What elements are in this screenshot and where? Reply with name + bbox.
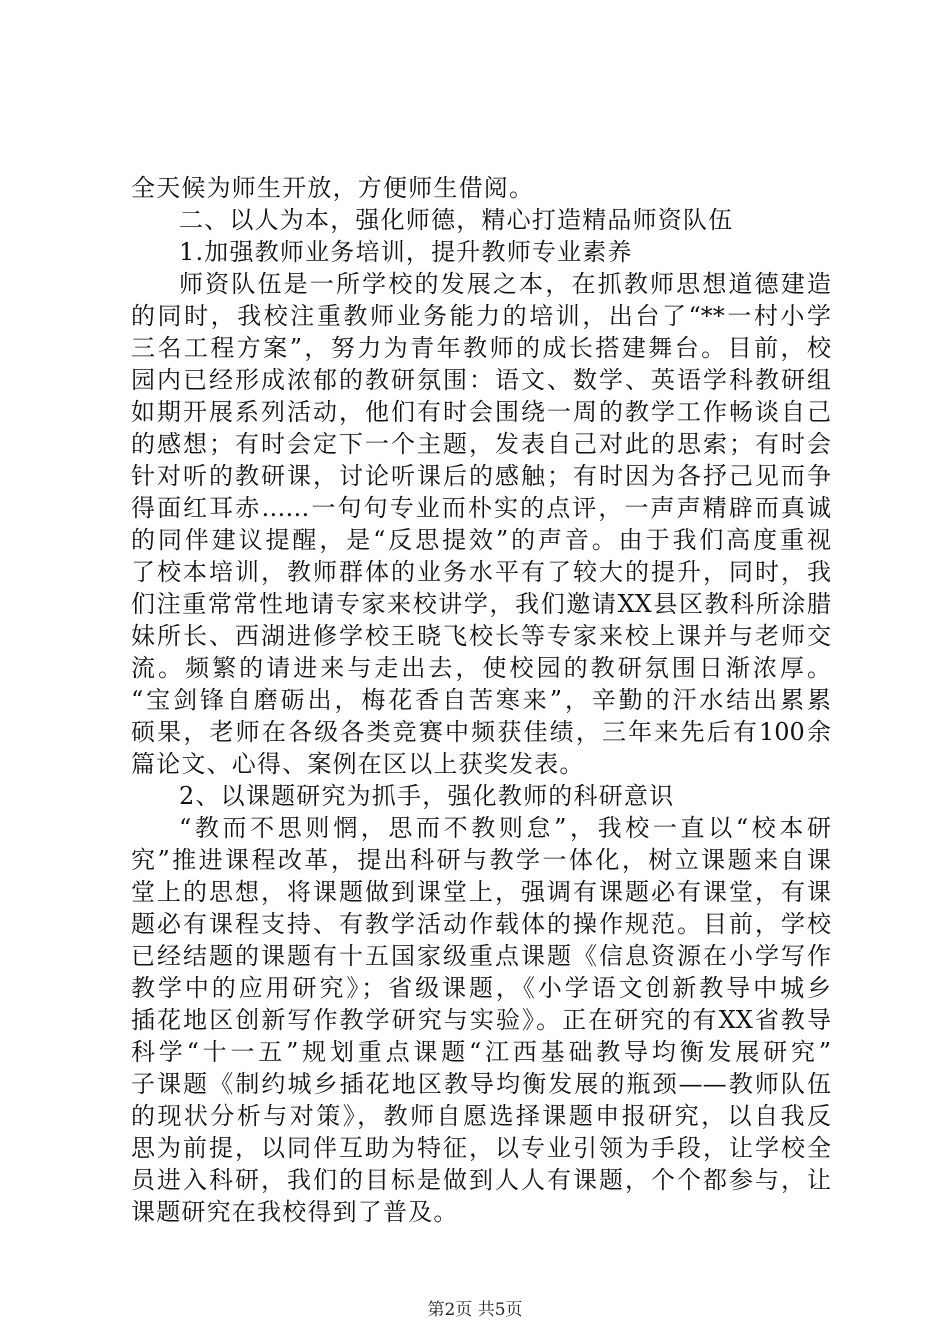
paragraph-line: 得面红耳赤……一句句专业而朴实的点评，一声声精辟而真诚: [131, 494, 831, 522]
paragraph-line: 子课题《制约城乡插花地区教导均衡发展的瓶颈——教师队伍: [131, 1070, 831, 1098]
page-number-footer: 第2页 共5页: [427, 1300, 523, 1320]
paragraph-line: 流。频繁的请进来与走出去，使校园的教研氛围日渐浓厚。: [131, 654, 831, 682]
paragraph-line: 科学“十一五”规划重点课题“江西基础教导均衡发展研究”: [131, 1038, 831, 1066]
paragraph-line: 的感想；有时会定下一个主题，发表自己对此的思索；有时会: [131, 430, 831, 458]
paragraph-line: 了校本培训，教师群体的业务水平有了较大的提升，同时，我: [131, 558, 831, 586]
paragraph-line: 园内已经形成浓郁的教研氛围：语文、数学、英语学科教研组: [131, 366, 831, 394]
paragraph-line: 硕果，老师在各级各类竞赛中频获佳绩，三年来先后有100余: [131, 718, 831, 746]
subsection-heading: 1.加强教师业务培训，提升教师专业素养: [179, 238, 633, 266]
paragraph-line: 员进入科研，我们的目标是做到人人有课题，个个都参与，让: [131, 1166, 831, 1194]
paragraph-line: 堂上的思想，将课题做到课堂上，强调有课题必有课堂，有课: [131, 878, 831, 906]
paragraph-line: 的现状分析与对策》，教师自愿选择课题申报研究，以自我反: [131, 1102, 831, 1130]
paragraph-line: 师资队伍是一所学校的发展之本，在抓教师思想道德建造: [179, 270, 831, 298]
paragraph-line: 如期开展系列活动，他们有时会围绕一周的教学工作畅谈自己: [131, 398, 831, 426]
paragraph-line: 题必有课程支持、有教学活动作载体的操作规范。目前，学校: [131, 910, 831, 938]
document-body: [131, 172, 831, 1228]
paragraph-line: “宝剑锋自磨砺出，梅花香自苦寒来”，辛勤的汗水结出累累: [131, 686, 831, 714]
paragraph-line: 的同时，我校注重教师业务能力的培训，出台了“**一村小学: [131, 302, 831, 330]
paragraph-line: “教而不思则惘，思而不教则怠”，我校一直以“校本研: [179, 814, 831, 842]
paragraph-line: 妹所长、西湖进修学校王晓飞校长等专家来校上课并与老师交: [131, 622, 831, 650]
paragraph-line: 已经结题的课题有十五国家级重点课题《信息资源在小学写作: [131, 942, 831, 970]
section-heading: 二、以人为本，强化师德，精心打造精品师资队伍: [179, 206, 734, 234]
paragraph-line: 思为前提，以同伴互助为特征，以专业引领为手段，让学校全: [131, 1134, 831, 1162]
paragraph-line: 全天候为师生开放，方便师生借阅。: [131, 174, 535, 202]
paragraph-line: 们注重常常性地请专家来校讲学，我们邀请XX县区教科所涂腊: [131, 590, 831, 618]
paragraph-line: 针对听的教研课，讨论听课后的感触；有时因为各抒己见而争: [131, 462, 831, 490]
paragraph-line: 究”推进课程改革，提出科研与教学一体化，树立课题来自课: [131, 846, 831, 874]
paragraph-line: 课题研究在我校得到了普及。: [131, 1198, 459, 1226]
paragraph-line: 篇论文、心得、案例在区以上获奖发表。: [131, 750, 585, 778]
subsection-heading: 2、以课题研究为抓手，强化教师的科研意识: [179, 782, 675, 810]
paragraph-line: 插花地区创新写作教学研究与实验》。正在研究的有XX省教导: [131, 1006, 831, 1034]
paragraph-line: 教学中的应用研究》；省级课题，《小学语文创新教导中城乡: [131, 974, 831, 1002]
paragraph-line: 三名工程方案”，努力为青年教师的成长搭建舞台。目前，校: [131, 334, 831, 362]
paragraph-line: 的同伴建议提醒，是“反思提效”的声音。由于我们高度重视: [131, 526, 831, 554]
